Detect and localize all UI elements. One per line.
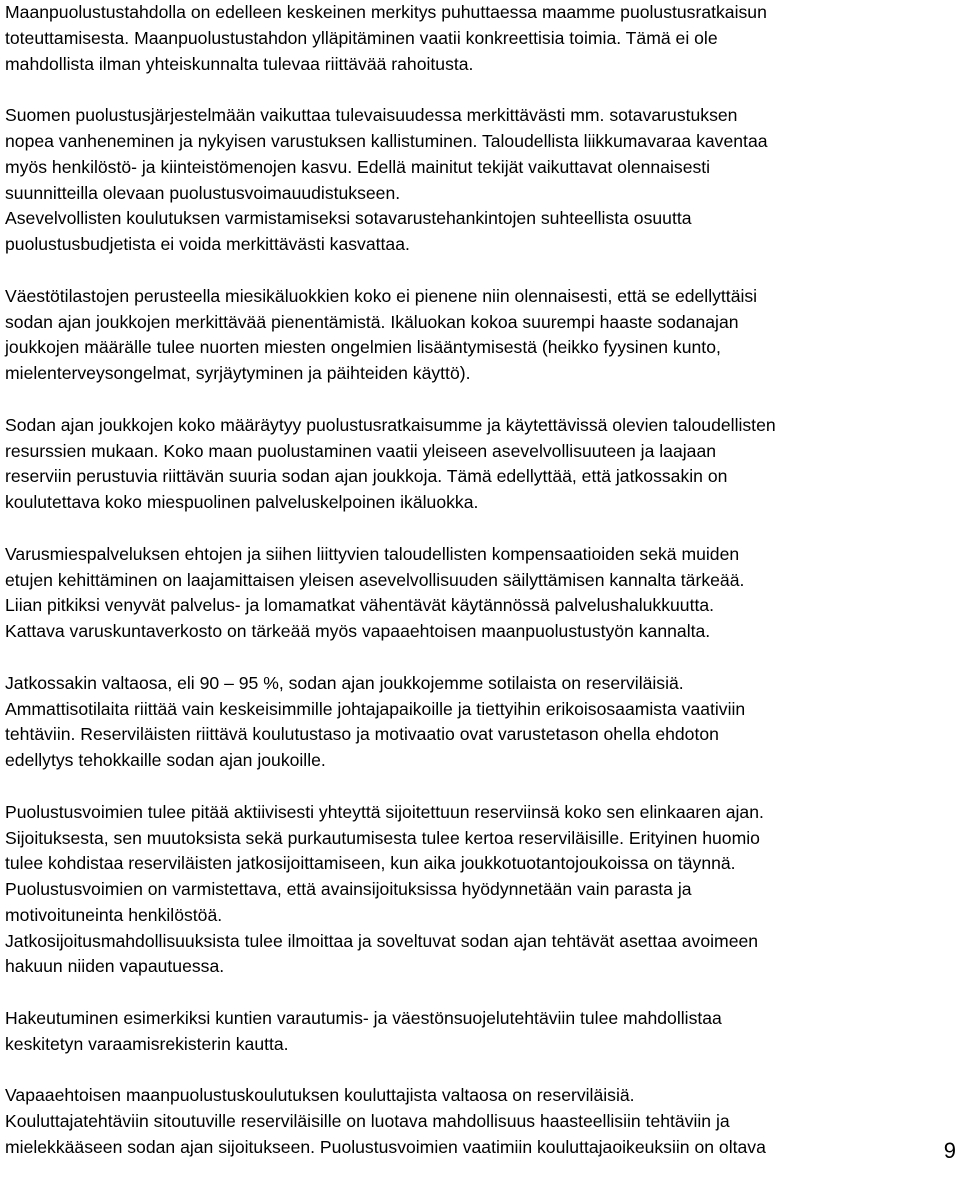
text-line: Sodan ajan joukkojen koko määräytyy puolustusratkaisumme ja käytettävissä olevien taloudellisten <box>5 414 776 435</box>
text-line: mahdollista ilman yhteiskunnalta tulevaa riittävää rahoitusta. <box>5 53 474 74</box>
text-line: nopea vanheneminen ja nykyisen varustuksen kallistuminen. Taloudellista liikkumavaraa kaventaa <box>5 130 768 151</box>
text-line: myös henkilöstö- ja kiinteistömenojen kasvu. Edellä mainitut tekijät vaikuttavat olennaisesti <box>5 156 711 177</box>
text-line: puolustusbudjetista ei voida merkittävästi kasvattaa. <box>5 234 410 255</box>
paragraph-spacer <box>5 645 956 671</box>
paragraph-spacer <box>5 1058 956 1084</box>
text-line: toteuttamisesta. Maanpuolustustahdon ylläpitäminen vaatii konkreettisia toimia. Tämä ei ole <box>5 27 718 48</box>
text-line: Maanpuolustustahdolla on edelleen keskeinen merkitys puhuttaessa maamme puolustusratkaisun <box>5 2 767 22</box>
text-line: edellytys tehokkaille sodan ajan joukoille. <box>5 750 326 771</box>
page-number: 9 <box>943 1138 956 1163</box>
text-line: Liian pitkiksi venyvät palvelus- ja lomamatkat vähentävät käytännössä palvelushalukkuutta. <box>5 595 715 616</box>
paragraph <box>5 1083 956 1160</box>
text-line: Kouluttajatehtäviin sitoutuville reserviläisille on luotava mahdollisuus haasteellisiin tehtäviin ja <box>5 1111 730 1132</box>
paragraph <box>5 413 956 516</box>
paragraph-spacer <box>5 516 956 542</box>
text-line: Puolustusvoimien on varmistettava, että avainsijoituksissa hyödynnetään vain parasta ja <box>5 879 692 900</box>
text-line: Vapaaehtoisen maanpuolustuskoulutuksen kouluttajista valtaosa on reserviläisiä. <box>5 1085 635 1106</box>
text-line: joukkojen määrälle tulee nuorten miesten ongelmien lisääntymisestä (heikko fyysinen kunto, <box>5 337 721 358</box>
paragraph <box>5 542 956 645</box>
paragraph-spacer <box>5 387 956 413</box>
text-line: reserviin perustuvia riittävän suuria sodan ajan joukkoja. Tämä edellyttää, että jatkossakin on <box>5 466 728 487</box>
text-line: Asevelvollisten koulutuksen varmistamiseksi sotavarustehankintojen suhteellista osuutta <box>5 208 692 229</box>
text-line: tehtäviin. Reserviläisten riittävä koulutustaso ja motivaatio ovat varustetason ohella ehdoton <box>5 724 719 745</box>
text-line: motivoituneinta henkilöstöä. <box>5 904 223 925</box>
text-line: hakuun niiden vapautuessa. <box>5 956 225 977</box>
text-line: Puolustusvoimien tulee pitää aktiivisesti yhteyttä sijoitettuun reserviinsä koko sen elinkaaren ajan. <box>5 801 764 822</box>
text-line: Ammattisotilaita riittää vain keskeisimmille johtajapaikoille ja tiettyihin erikoisosaamista vaativiin <box>5 698 746 719</box>
text-line: suunnitteilla olevaan puolustusvoimauudistukseen. <box>5 182 401 203</box>
paragraph-spacer <box>5 774 956 800</box>
paragraph-spacer <box>5 980 956 1006</box>
paragraph-spacer <box>5 77 956 103</box>
paragraph <box>5 1006 956 1058</box>
text-line: Väestötilastojen perusteella miesikäluokkien koko ei pienene niin olennaisesti, että se edellyttäisi <box>5 285 758 306</box>
paragraph-spacer <box>5 258 956 284</box>
text-line: Suomen puolustusjärjestelmään vaikuttaa tulevaisuudessa merkittävästi mm. sotavarustuksen <box>5 105 738 126</box>
text-line: Kattava varuskuntaverkosto on tärkeää myös vapaaehtoisen maanpuolustustyön kannalta. <box>5 621 711 642</box>
text-line: mielenterveysongelmat, syrjäytyminen ja päihteiden käyttö). <box>5 363 471 384</box>
text-line: Jatkossakin valtaosa, eli 90 – 95 %, sodan ajan joukkojemme sotilaista on reserviläisiä. <box>5 672 684 693</box>
text-line: resurssien mukaan. Koko maan puolustaminen vaatii yleiseen asevelvollisuuteen ja laajaan <box>5 440 717 461</box>
paragraph <box>5 284 956 387</box>
text-line: mielekkääseen sodan ajan sijoitukseen. Puolustusvoimien vaatimiin kouluttajaoikeuksiin on oltava <box>5 1137 766 1158</box>
paragraph <box>5 0 956 77</box>
paragraph <box>5 671 956 774</box>
text-line: Hakeutuminen esimerkiksi kuntien varautumis- ja väestönsuojelutehtäviin tulee mahdollistaa <box>5 1008 722 1029</box>
text-line: Sijoituksesta, sen muutoksista sekä purkautumisesta tulee kertoa reserviläisille. Erityinen huomio <box>5 827 760 848</box>
text-line: Jatkosijoitusmahdollisuuksista tulee ilmoittaa ja soveltuvat sodan ajan tehtävät asettaa avoimeen <box>5 930 759 951</box>
document-page <box>5 0 956 1161</box>
text-line: keskitetyn varaamisrekisterin kautta. <box>5 1033 289 1054</box>
text-line: Varusmiespalveluksen ehtojen ja siihen liittyvien taloudellisten kompensaatioiden sekä muiden <box>5 543 740 564</box>
text-line: tulee kohdistaa reserviläisten jatkosijoittamiseen, kun aika joukkotuotantojoukoissa on täynnä. <box>5 853 736 874</box>
text-line: koulutettava koko miespuolinen palveluskelpoinen ikäluokka. <box>5 492 479 513</box>
text-line: etujen kehittäminen on laajamittaisen yleisen asevelvollisuuden säilyttämisen kannalta tärkeää. <box>5 569 745 590</box>
paragraph <box>5 103 956 258</box>
text-line: sodan ajan joukkojen merkittävää pienentämistä. Ikäluokan kokoa suurempi haaste sodanajan <box>5 311 739 332</box>
paragraph <box>5 800 956 981</box>
